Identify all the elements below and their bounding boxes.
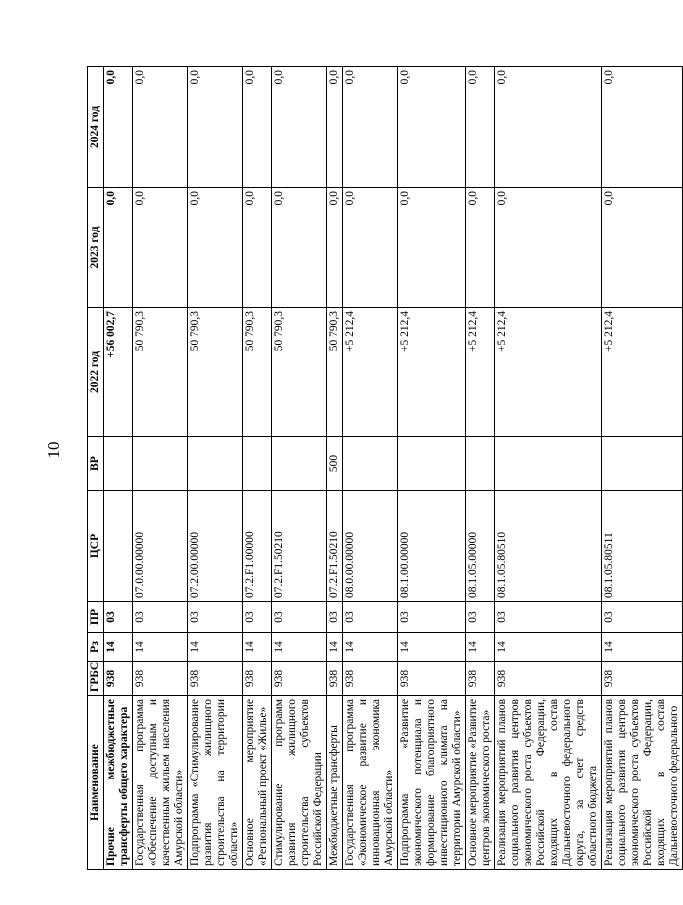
cell-grbs: 938 <box>495 662 602 696</box>
cell-2024: 0,0 <box>133 67 188 188</box>
cell-csr: 07.0.00.00000 <box>133 491 188 602</box>
cell-name: Основное мероприятие «Региональный проект «Жилье» <box>243 696 272 870</box>
cell-2023: 0,0 <box>104 188 133 308</box>
cell-2023: 0,0 <box>133 188 188 308</box>
budget-table <box>87 66 683 870</box>
page-number: 10 <box>44 441 63 459</box>
cell-2022: 50 790,3 <box>243 308 272 437</box>
cell-name: Государственная программа «Экономическое развитие и инновационная экономика Амурской области» <box>343 696 398 870</box>
table-row <box>398 67 466 870</box>
cell-pr: 03 <box>327 602 343 633</box>
cell-2024: 0,0 <box>602 67 683 188</box>
cell-vr <box>602 437 683 491</box>
cell-vr <box>272 437 327 491</box>
cell-name: Межбюджетные трансферты <box>327 696 343 870</box>
header-csr: ЦСР <box>88 491 104 602</box>
cell-2023: 0,0 <box>602 188 683 308</box>
table-row <box>188 67 243 870</box>
cell-vr <box>495 437 602 491</box>
header-rz: Рз <box>88 633 104 662</box>
cell-pr: 03 <box>188 602 243 633</box>
table-row <box>466 67 495 870</box>
cell-pr: 03 <box>272 602 327 633</box>
cell-grbs: 938 <box>133 662 188 696</box>
table-header-row <box>88 67 104 870</box>
cell-rz: 14 <box>188 633 243 662</box>
cell-csr: 08.1.05.00000 <box>466 491 495 602</box>
cell-2023: 0,0 <box>343 188 398 308</box>
cell-rz: 14 <box>327 633 343 662</box>
table-row <box>104 67 133 870</box>
cell-vr: 500 <box>327 437 343 491</box>
cell-2022: +5 212,4 <box>495 308 602 437</box>
cell-csr: 07.2.F1.50210 <box>272 491 327 602</box>
cell-csr: 07.2.F1.50210 <box>327 491 343 602</box>
header-vr: ВР <box>88 437 104 491</box>
table-row <box>343 67 398 870</box>
cell-2024: 0,0 <box>466 67 495 188</box>
header-name: Наименование <box>88 696 104 870</box>
cell-pr: 03 <box>133 602 188 633</box>
cell-name: Реализация мероприятий планов социального развития центров экономического роста субъектов Российской Федерации, входящих в состав Дальневосточного федерального округа, за счет средств областного бюджета <box>495 696 602 870</box>
cell-vr <box>343 437 398 491</box>
cell-2024: 0,0 <box>272 67 327 188</box>
cell-2023: 0,0 <box>466 188 495 308</box>
cell-2024: 0,0 <box>188 67 243 188</box>
header-pr: ПР <box>88 602 104 633</box>
cell-2022: +5 212,4 <box>602 308 683 437</box>
cell-vr <box>398 437 466 491</box>
cell-csr: 08.1.05.80510 <box>495 491 602 602</box>
cell-vr <box>133 437 188 491</box>
cell-2022: +5 212,4 <box>466 308 495 437</box>
table-row <box>133 67 188 870</box>
cell-2023: 0,0 <box>272 188 327 308</box>
rotated-table-container <box>87 67 680 870</box>
cell-name: Стимулирование программ развития жилищного строительства субъектов Российской Федерации <box>272 696 327 870</box>
cell-name: Подпрограмма «Стимулирование развития жилищного строительства на территории области» <box>188 696 243 870</box>
cell-rz: 14 <box>602 633 683 662</box>
cell-pr: 03 <box>466 602 495 633</box>
cell-grbs: 938 <box>272 662 327 696</box>
cell-name: Основное мероприятие «Развитие центров экономического роста» <box>466 696 495 870</box>
cell-pr: 03 <box>398 602 466 633</box>
cell-pr: 03 <box>602 602 683 633</box>
cell-2022: +5 212,4 <box>343 308 398 437</box>
table-row <box>243 67 272 870</box>
header-year-2022: 2022 год <box>88 308 104 437</box>
cell-rz: 14 <box>133 633 188 662</box>
cell-2023: 0,0 <box>327 188 343 308</box>
cell-grbs: 938 <box>466 662 495 696</box>
cell-pr: 03 <box>243 602 272 633</box>
cell-pr: 03 <box>495 602 602 633</box>
cell-grbs: 938 <box>398 662 466 696</box>
cell-vr <box>188 437 243 491</box>
table-row <box>272 67 327 870</box>
cell-2023: 0,0 <box>495 188 602 308</box>
cell-name: Государственная программа «Обеспечение доступным и качественным жильем населения Амурской области» <box>133 696 188 870</box>
cell-2024: 0,0 <box>104 67 133 188</box>
cell-2024: 0,0 <box>327 67 343 188</box>
table-row <box>495 67 602 870</box>
cell-2022: 50 790,3 <box>188 308 243 437</box>
cell-2022: 50 790,3 <box>327 308 343 437</box>
cell-rz: 14 <box>272 633 327 662</box>
cell-vr <box>466 437 495 491</box>
cell-name: Прочие межбюджетные трансферты общего характера <box>104 696 133 870</box>
cell-rz: 14 <box>104 633 133 662</box>
cell-2022: 50 790,3 <box>133 308 188 437</box>
cell-csr: 08.1.00.00000 <box>398 491 466 602</box>
cell-rz: 14 <box>495 633 602 662</box>
cell-grbs: 938 <box>343 662 398 696</box>
cell-2022: +56 002,7 <box>104 308 133 437</box>
cell-csr: 08.0.00.00000 <box>343 491 398 602</box>
cell-vr <box>243 437 272 491</box>
cell-2022: 50 790,3 <box>272 308 327 437</box>
cell-2023: 0,0 <box>188 188 243 308</box>
cell-2024: 0,0 <box>398 67 466 188</box>
cell-2022: +5 212,4 <box>398 308 466 437</box>
table-row <box>602 67 683 870</box>
cell-2024: 0,0 <box>343 67 398 188</box>
cell-rz: 14 <box>343 633 398 662</box>
cell-grbs: 938 <box>243 662 272 696</box>
cell-name: Реализация мероприятий планов социального развития центров экономического роста субъектов Российской Федерации, входящих в состав Дальневосточного федерального <box>602 696 683 870</box>
cell-2024: 0,0 <box>495 67 602 188</box>
cell-grbs: 938 <box>602 662 683 696</box>
cell-name: Подпрограмма «Развитие экономического потенциала и формирование благоприятного инвестиционного климата на территории Амурской области» <box>398 696 466 870</box>
cell-rz: 14 <box>398 633 466 662</box>
cell-csr: 07.2.F1.00000 <box>243 491 272 602</box>
cell-vr <box>104 437 133 491</box>
cell-csr <box>104 491 133 602</box>
cell-pr: 03 <box>104 602 133 633</box>
cell-grbs: 938 <box>327 662 343 696</box>
cell-rz: 14 <box>243 633 272 662</box>
cell-pr: 03 <box>343 602 398 633</box>
header-year-2024: 2024 год <box>88 67 104 188</box>
cell-grbs: 938 <box>104 662 133 696</box>
cell-grbs: 938 <box>188 662 243 696</box>
header-grbs: ГРБС <box>88 662 104 696</box>
cell-csr: 08.1.05.80511 <box>602 491 683 602</box>
cell-2024: 0,0 <box>243 67 272 188</box>
cell-rz: 14 <box>466 633 495 662</box>
cell-2023: 0,0 <box>243 188 272 308</box>
header-year-2023: 2023 год <box>88 188 104 308</box>
cell-csr: 07.2.00.00000 <box>188 491 243 602</box>
cell-2023: 0,0 <box>398 188 466 308</box>
table-row <box>327 67 343 870</box>
